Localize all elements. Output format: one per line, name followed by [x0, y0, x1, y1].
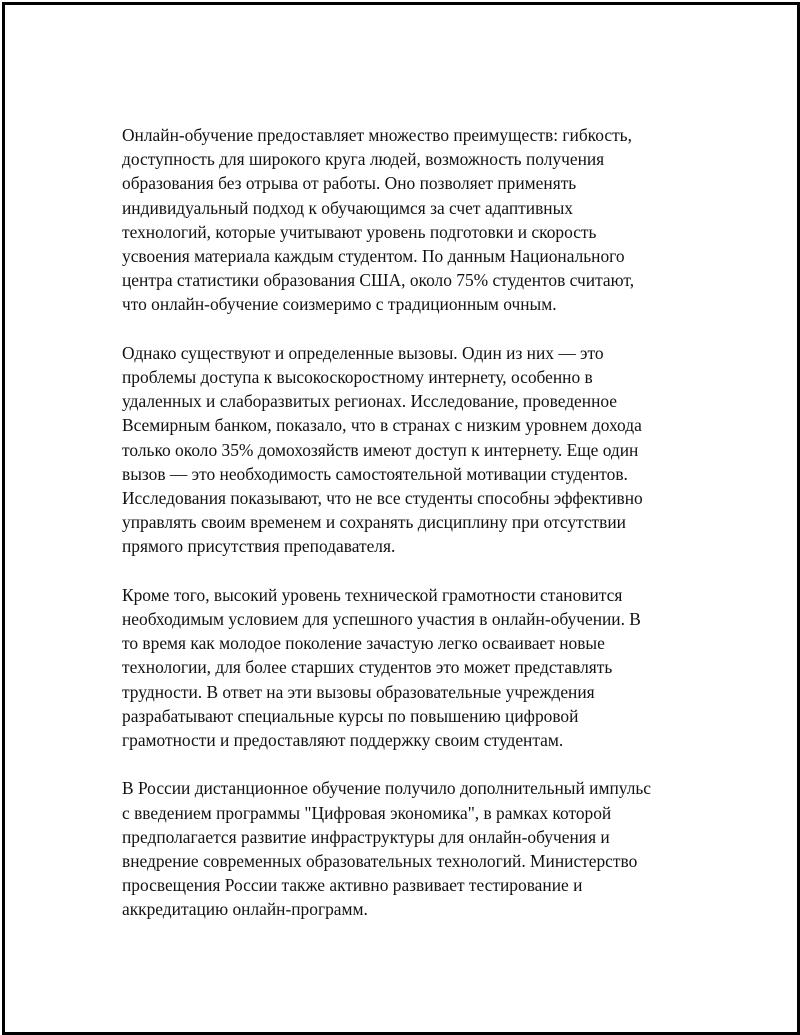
text-line: Кроме того, высокий уровень технической грамотности становится	[122, 584, 623, 605]
text-line: то время как молодое поколение зачастую легко осваивает новые	[122, 633, 605, 654]
text-line: с введением программы "Цифровая экономика", в рамках которой	[122, 802, 612, 823]
text-line: Всемирным банком, показало, что в странах с низким уровнем дохода	[122, 415, 642, 436]
paragraph-4	[122, 776, 702, 921]
text-line: проблемы доступа к высокоскоростному интернету, особенно в	[122, 367, 593, 388]
text-line: грамотности и предоставляют поддержку своим студентам.	[122, 730, 564, 751]
text-line: прямого присутствия преподавателя.	[122, 536, 396, 557]
text-line: Онлайн-обучение предоставляет множество преимуществ: гибкость,	[122, 125, 632, 145]
text-line: предполагается развитие инфраструктуры для онлайн-обучения и	[122, 826, 610, 847]
text-line: В России дистанционное обучение получило дополнительный импульс	[122, 778, 652, 799]
text-line: управлять своим временем и сохранять дисциплину при отсутствии	[122, 512, 626, 533]
text-line: Исследования показывают, что не все студенты способны эффективно	[122, 488, 643, 509]
paragraph-3	[122, 583, 702, 752]
text-line: аккредитацию онлайн-программ.	[122, 899, 368, 920]
text-line: внедрение современных образовательных технологий. Министерство	[122, 851, 638, 872]
text-line: образования без отрыва от работы. Оно позволяет применять	[122, 173, 577, 194]
text-line: Однако существуют и определенные вызовы. Один из них — это	[122, 342, 604, 363]
text-line: центра статистики образования США, около 75% студентов считают,	[122, 270, 635, 291]
document-body	[122, 123, 702, 946]
text-line: усвоения материала каждым студентом. По данным Национального	[122, 246, 625, 267]
text-line: необходимым условием для успешного участия в онлайн-обучении. В	[122, 609, 641, 630]
text-line: что онлайн-обучение соизмеримо с традиционным очным.	[122, 294, 557, 315]
text-line: просвещения России также активно развивает тестирование и	[122, 875, 583, 896]
page-border	[2, 2, 800, 1035]
text-line: технологий, которые учитывают уровень подготовки и скорость	[122, 221, 597, 242]
text-line: технологии, для более старших студентов это может представлять	[122, 657, 613, 678]
text-line: вызов — это необходимость самостоятельной мотивации студентов.	[122, 463, 628, 484]
text-line: индивидуальный подход к обучающимся за счет адаптивных	[122, 197, 573, 218]
text-line: только около 35% домохозяйств имеют доступ к интернету. Еще один	[122, 439, 639, 460]
text-line: разрабатывают специальные курсы по повышению цифровой	[122, 705, 579, 726]
paragraph-2	[122, 341, 702, 559]
text-line: доступность для широкого круга людей, возможность получения	[122, 149, 605, 170]
text-line: трудности. В ответ на эти вызовы образовательные учреждения	[122, 681, 595, 702]
text-line: удаленных и слаборазвитых регионах. Исследование, проведенное	[122, 391, 618, 412]
paragraph-1	[122, 123, 702, 317]
